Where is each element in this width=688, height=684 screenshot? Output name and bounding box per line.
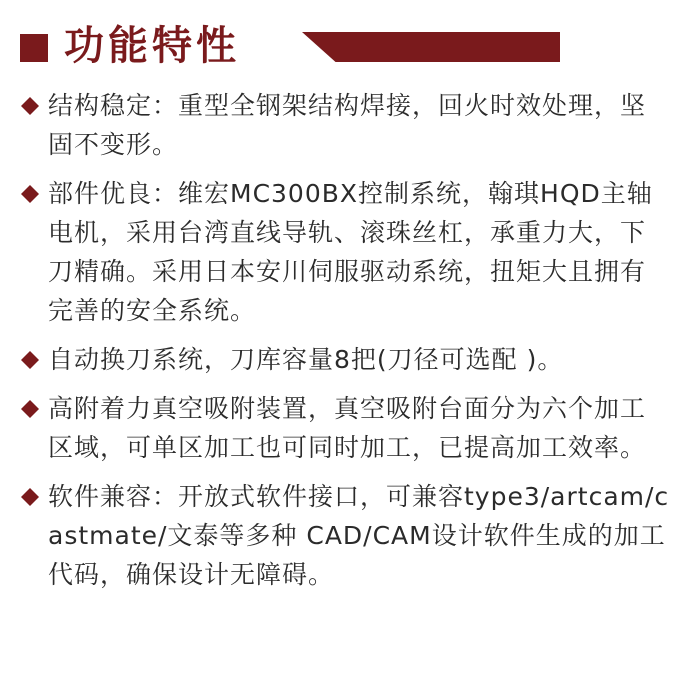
- feature-item: [20, 174, 670, 330]
- feature-item: [20, 340, 670, 379]
- diamond-bullet-icon: [20, 96, 40, 116]
- feature-text: 结构稳定：重型全钢架结构焊接，回火时效处理，坚固不变形。: [48, 91, 647, 159]
- feature-text: 软件兼容：开放式软件接口，可兼容type3/artcam/castmate/文泰等多种 CAD/CAM设计软件生成的加工代码，确保设计无障碍。: [48, 482, 670, 589]
- header-decorative-band: [302, 32, 560, 62]
- feature-text: 部件优良：维宏MC300BX控制系统，翰琪HQD主轴电机，采用台湾直线导轨、滚珠丝杠，承重力大，下刀精确。采用日本安川伺服驱动系统，扭矩大且拥有完善的安全系统。: [48, 179, 653, 325]
- diamond-bullet-icon: [20, 487, 40, 507]
- feature-item: [20, 477, 670, 594]
- section-title: 功能特性: [64, 23, 240, 69]
- feature-list: [20, 86, 670, 604]
- diamond-bullet-icon: [20, 350, 40, 370]
- feature-text: 自动换刀系统，刀库容量8把(刀径可选配 )。: [48, 345, 564, 374]
- diamond-bullet-icon: [20, 184, 40, 204]
- header-square-icon: [20, 34, 48, 62]
- section-header: [20, 20, 560, 72]
- feature-item: [20, 389, 670, 467]
- feature-item: [20, 86, 670, 164]
- diamond-bullet-icon: [20, 399, 40, 419]
- feature-text: 高附着力真空吸附装置，真空吸附台面分为六个加工区域，可单区加工也可同时加工，已提高加工效率。: [48, 394, 647, 462]
